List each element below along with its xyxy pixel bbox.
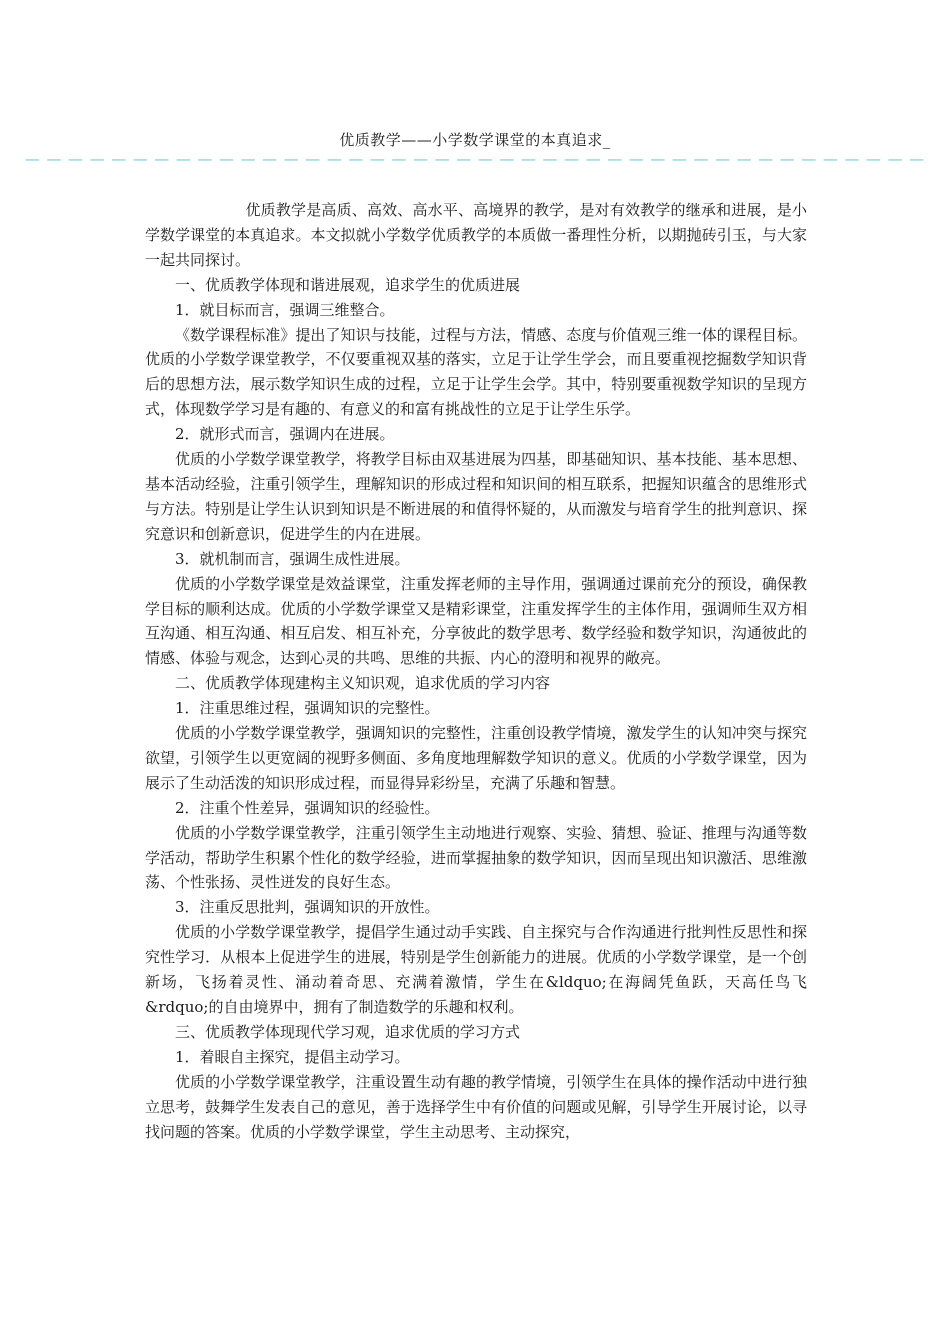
subheading-2-1: 1．注重思维过程，强调知识的完整性。 xyxy=(175,699,440,718)
subheading-1-1: 1．就目标而言，强调三维整合。 xyxy=(175,300,395,319)
paragraph: 优质的小学数学课堂是效益课堂，注重发挥老师的主导作用，强调通过课前充分的预设，确保教学目标的顺利达成。优质的小学数学课堂又是精彩课堂，注重发挥学生的主体作用，强调师生双方相互沟通、相互沟通、相互启发、相互补充，分享彼此的数学思考、数学经验和数学知识，沟通彼此的情感、体验与观念，达到心灵的共鸣、思维的共振、内心的澄明和视界的敞亮。 xyxy=(145,574,807,668)
paragraph: 优质的小学数学课堂教学，注重设置生动有趣的教学情境，引领学生在具体的操作活动中进行独立思考，鼓舞学生发表自己的意见，善于选择学生中有价值的问题或见解，引导学生开展讨论，以寻找问题的答案。优质的小学数学课堂，学生主动思考、主动探究， xyxy=(145,1072,807,1141)
subheading-3-1: 1．着眼自主探究，提倡主动学习。 xyxy=(175,1047,410,1066)
title-dashed-rule: — — — — — — — — — — — — — — — — — — — — — — — — — — — — — — — — — — — — — — — — — — xyxy=(24,150,926,168)
paragraph: 优质的小学数学课堂教学，注重引领学生主动地进行观察、实验、猜想、验证、推理与沟通等数学活动，帮助学生积累个性化的数学经验，进而掌握抽象的数学知识，因而呈现出知识激活、思维激荡、个性张扬、灵性迸发的良好生态。 xyxy=(145,823,807,892)
paragraph: 《数学课程标准》提出了知识与技能，过程与方法，情感、态度与价值观三维一体的课程目标。优质的小学数学课堂教学，不仅要重视双基的落实，立足于让学生学会，而且要重视挖掘数学知识背后的思想方法，展示数学知识生成的过程，立足于让学生会学。其中，特别要重视数学知识的呈现方式，体现数学学习是有趣的、有意义的和富有挑战性的立足于让学生乐学。 xyxy=(145,325,807,419)
paragraph: 优质的小学数学课堂教学，将教学目标由双基进展为四基，即基础知识、基本技能、基本思想、基本活动经验，注重引领学生，理解知识的形成过程和知识间的相互联系，把握知识蕴含的思维形式与方法。特别是让学生认识到知识是不断进展的和值得怀疑的，从而激发与培育学生的批判意识、探究意识和创新意识，促进学生的内在进展。 xyxy=(145,450,807,543)
section-heading-2: 二、优质教学体现建构主义知识观，追求优质的学习内容 xyxy=(175,674,551,693)
paragraph: 优质的小学数学课堂教学，提倡学生通过动手实践、自主探究与合作沟通进行批判性反思性和探究性学习．从根本上促进学生的进展，特别是学生创新能力的进展。优质的小学数学课堂，是一个创新场，飞扬着灵性、涌动着奇思、充满着激情，学生在&ldquo;在海阔凭鱼跃，天高任鸟飞&rdquo;的自由境界中，拥有了制造数学的乐趣和权利。 xyxy=(145,923,807,1016)
document-body xyxy=(145,198,807,1144)
subheading-2-2: 2．注重个性差异，强调知识的经验性。 xyxy=(175,798,440,817)
section-heading-1: 一、优质教学体现和谐进展观，追求学生的优质进展 xyxy=(175,275,521,294)
paragraph: 优质的小学数学课堂教学，强调知识的完整性，注重创设教学情境，激发学生的认知冲突与探究欲望，引领学生以更宽阔的视野多侧面、多角度地理解数学知识的意义。优质的小学数学课堂，因为展示了生动活泼的知识形成过程，而显得异彩纷呈，充满了乐趣和智慧。 xyxy=(145,724,807,792)
subheading-1-3: 3．就机制而言，强调生成性进展。 xyxy=(175,549,410,568)
subheading-1-2: 2．就形式而言，强调内在进展。 xyxy=(175,425,395,444)
document-title: 优质教学——小学数学课堂的本真追求_ xyxy=(339,131,611,149)
section-heading-3: 三、优质教学体现现代学习观，追求优质的学习方式 xyxy=(175,1022,521,1041)
paragraph-intro: 优质教学是高质、高效、高水平、高境界的教学，是对有效教学的继承和进展，是小学数学课堂的本真追求。本文拟就小学数学优质教学的本质做一番理性分析，以期抛砖引玉，与大家一起共同探讨。 xyxy=(145,201,807,269)
subheading-2-3: 3．注重反思批判，强调知识的开放性。 xyxy=(175,898,440,917)
